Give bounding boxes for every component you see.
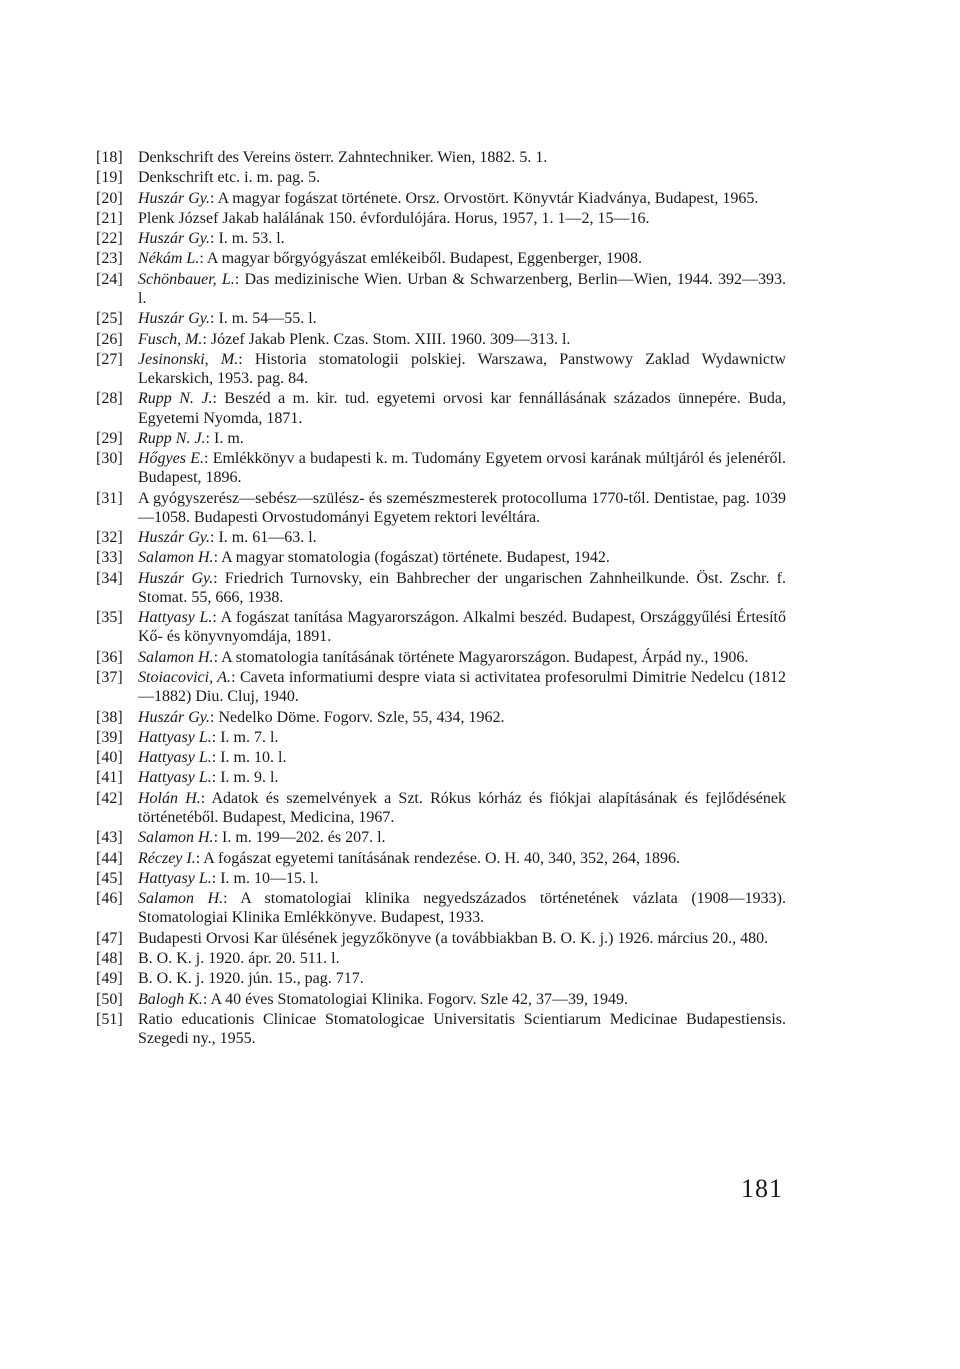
reference-item [96, 209, 786, 228]
reference-author: Schönbauer, L. [138, 270, 235, 288]
reference-text: : A stomatologiai klinika negyedszázados történetének vázlata (1908—1933). Stomatologiai Klinika Emlékkönyve. Budapest, 1933. [138, 890, 787, 927]
reference-number: [26] [96, 330, 123, 348]
reference-author: Réczey I. [138, 849, 196, 867]
reference-number: [50] [96, 990, 123, 1008]
reference-text: : Historia stomatologii polskiej. Warszawa, Panstwowy Zaklad Wydawnictw Lekarskich, 1953. pag. 84. [138, 350, 786, 388]
reference-text: : I. m. 9. l. [211, 769, 279, 787]
reference-number: [36] [96, 648, 123, 666]
reference-number: [40] [96, 749, 123, 767]
reference-author: Salamon H. [138, 549, 214, 567]
reference-item [96, 768, 786, 787]
reference-author: Huszár Gy. [138, 529, 211, 547]
reference-list [96, 148, 786, 1049]
reference-text: : I. m. 7. l. [211, 728, 279, 746]
reference-item [96, 668, 786, 706]
reference-item [96, 569, 786, 607]
reference-number: [35] [96, 609, 123, 627]
reference-author: Hattyasy L. [138, 749, 212, 767]
reference-text: A gyógyszerész—sebész—szülész- és szemészmesterek protocolluma 1770-től. Dentistae, pag. 1039—1058. Budapesti Orvostudományi Egyetem rektori levéltára. [138, 489, 786, 526]
reference-author: Hattyasy L. [138, 769, 212, 787]
reference-item [96, 949, 786, 968]
reference-author: Hattyasy L. [138, 728, 212, 746]
reference-number: [29] [96, 429, 123, 447]
reference-item [96, 148, 786, 167]
reference-author: Salamon H. [138, 890, 224, 908]
reference-item [96, 270, 786, 308]
reference-text: : Friedrich Turnovsky, ein Bahbrecher der ungarischen Zahnheilkunde. Öst. Zschr. f. Stomat. 55, 666, 1938. [138, 569, 786, 606]
reference-number: [21] [96, 209, 123, 227]
reference-text: : Adatok és szemelvények a Szt. Rókus kórház és fiókjai alapításának és fejlődésének történetéből. Budapest, Medicina, 1967. [138, 789, 786, 826]
reference-number: [37] [96, 669, 123, 687]
reference-item [96, 330, 786, 349]
reference-item [96, 249, 786, 268]
reference-number: [34] [96, 569, 123, 587]
reference-number: [39] [96, 728, 123, 746]
reference-number: [47] [96, 929, 123, 947]
reference-item [96, 990, 786, 1009]
reference-number: [46] [96, 890, 123, 908]
reference-text: : I. m. 10—15. l. [211, 869, 319, 887]
reference-item [96, 648, 786, 667]
reference-author: Huszár Gy. [138, 189, 211, 207]
reference-text: : I. m. 10. l. [211, 749, 287, 767]
reference-author: Huszár Gy. [138, 708, 211, 726]
reference-author: Nékám L. [138, 250, 200, 268]
reference-text: : I. m. 199—202. és 207. l. [213, 829, 386, 847]
reference-text: : Nedelko Döme. Fogorv. Szle, 55, 434, 1962. [210, 708, 505, 726]
reference-number: [28] [96, 390, 123, 408]
reference-text: : A 40 éves Stomatologiai Klinika. Fogorv. Szle 42, 37—39, 1949. [202, 990, 629, 1008]
reference-item [96, 189, 786, 208]
reference-author: Salamon H. [138, 648, 214, 666]
reference-item [96, 389, 786, 427]
reference-number: [38] [96, 708, 123, 726]
reference-item [96, 168, 786, 187]
reference-text: B. O. K. j. 1920. ápr. 20. 511. l. [138, 949, 340, 967]
reference-number: [19] [96, 169, 123, 187]
reference-text: : I. m. [205, 429, 244, 447]
reference-item [96, 1010, 786, 1048]
reference-item [96, 869, 786, 888]
reference-text: : I. m. 61—63. l. [210, 529, 317, 547]
reference-number: [22] [96, 230, 123, 248]
reference-text: : Das medizinische Wien. Urban & Schwarzenberg, Berlin—Wien, 1944. 392—393. l. [138, 270, 786, 307]
reference-number: [45] [96, 869, 123, 887]
reference-text: Denkschrift etc. i. m. pag. 5. [138, 169, 321, 187]
reference-number: [24] [96, 270, 123, 288]
reference-text: : Caveta informatiumi despre viata si activitatea profesorulmi Dimitrie Nedelcu (1812—1882) Diu. Cluj, 1940. [138, 669, 786, 706]
reference-text: B. O. K. j. 1920. jún. 15., pag. 717. [138, 970, 364, 988]
reference-author: Huszár Gy. [138, 569, 214, 587]
reference-text: : A fogászat tanítása Magyarországon. Alkalmi beszéd. Budapest, Országgyűlési Értesítő Kő- és könyvnyomdája, 1891. [138, 609, 786, 646]
reference-author: Hattyasy L. [138, 609, 213, 627]
reference-author: Huszár Gy. [138, 310, 211, 328]
reference-text: : I. m. 53. l. [210, 230, 285, 248]
reference-number: [51] [96, 1010, 123, 1028]
reference-author: Rupp N. J. [138, 390, 213, 408]
reference-number: [30] [96, 450, 123, 468]
reference-item [96, 229, 786, 248]
reference-number: [43] [96, 829, 123, 847]
reference-number: [33] [96, 549, 123, 567]
page-number: 181 [741, 1174, 783, 1203]
reference-item [96, 849, 786, 868]
reference-text: : Józef Jakab Plenk. Czas. Stom. XIII. 1960. 309—313. l. [202, 330, 571, 348]
reference-number: [27] [96, 350, 123, 368]
reference-number: [20] [96, 189, 123, 207]
reference-author: Balogh K. [138, 990, 203, 1008]
reference-item [96, 728, 786, 747]
reference-item [96, 789, 786, 827]
reference-number: [42] [96, 789, 123, 807]
reference-author: Fusch, M. [138, 330, 203, 348]
reference-number: [44] [96, 849, 123, 867]
reference-text: : A magyar stomatologia (fogászat) története. Budapest, 1942. [213, 549, 610, 567]
reference-item [96, 548, 786, 567]
reference-item [96, 489, 786, 527]
reference-text: : A fogászat egyetemi tanításának rendezése. O. H. 40, 340, 352, 264, 1896. [195, 849, 681, 867]
reference-item [96, 748, 786, 767]
reference-item [96, 429, 786, 448]
reference-author: Rupp N. J. [138, 429, 206, 447]
reference-author: Hattyasy L. [138, 869, 212, 887]
reference-item [96, 969, 786, 988]
reference-number: [18] [96, 149, 123, 166]
reference-item [96, 528, 786, 547]
reference-number: [48] [96, 949, 123, 967]
reference-text: : Beszéd a m. kir. tud. egyetemi orvosi kar fennállásának százados ünnepére. Buda, Egyetemi Nyomda, 1871. [138, 390, 786, 427]
reference-number: [31] [96, 489, 123, 507]
reference-item [96, 889, 786, 927]
reference-text: : A magyar fogászat története. Orsz. Orvostört. Könyvtár Kiadványa, Budapest, 1965. [210, 189, 759, 207]
reference-number: [41] [96, 769, 123, 787]
reference-text: Budapesti Orvosi Kar ülésének jegyzőkönyve (a továbbiakban B. O. K. j.) 1926. március 20., 480. [138, 929, 769, 947]
reference-item [96, 309, 786, 328]
reference-author: Hőgyes E. [138, 450, 205, 468]
reference-number: [25] [96, 310, 123, 328]
reference-number: [32] [96, 529, 123, 547]
reference-item [96, 929, 786, 948]
reference-item [96, 828, 786, 847]
reference-author: Stoiacovici, A. [138, 669, 232, 687]
reference-text: Denkschrift des Vereins österr. Zahntechniker. Wien, 1882. 5. 1. [138, 149, 548, 166]
reference-item [96, 708, 786, 727]
reference-text: Ratio educationis Clinicae Stomatologicae Universitatis Scientiarum Medicinae Budapestiensis. Szegedi ny., 1955. [138, 1010, 786, 1048]
reference-number: [49] [96, 970, 123, 988]
reference-item [96, 449, 786, 487]
reference-author: Holán H. [138, 789, 201, 807]
reference-text: : I. m. 54—55. l. [210, 310, 317, 328]
reference-number: [23] [96, 250, 123, 268]
reference-text: : Emlékkönyv a budapesti k. m. Tudomány Egyetem orvosi karának múltjáról és jelenéről. Budapest, 1896. [138, 450, 787, 487]
reference-author: Salamon H. [138, 829, 214, 847]
reference-author: Jesinonski, M. [138, 350, 239, 368]
reference-item [96, 608, 786, 646]
reference-text: Plenk József Jakab halálának 150. évfordulójára. Horus, 1957, 1. 1—2, 15—16. [138, 209, 650, 227]
reference-author: Huszár Gy. [138, 230, 211, 248]
reference-text: : A magyar bőrgyógyászat emlékeiből. Budapest, Eggenberger, 1908. [199, 250, 642, 268]
reference-item [96, 350, 786, 388]
reference-text: : A stomatologia tanításának története Magyarországon. Budapest, Árpád ny., 1906. [213, 648, 749, 666]
